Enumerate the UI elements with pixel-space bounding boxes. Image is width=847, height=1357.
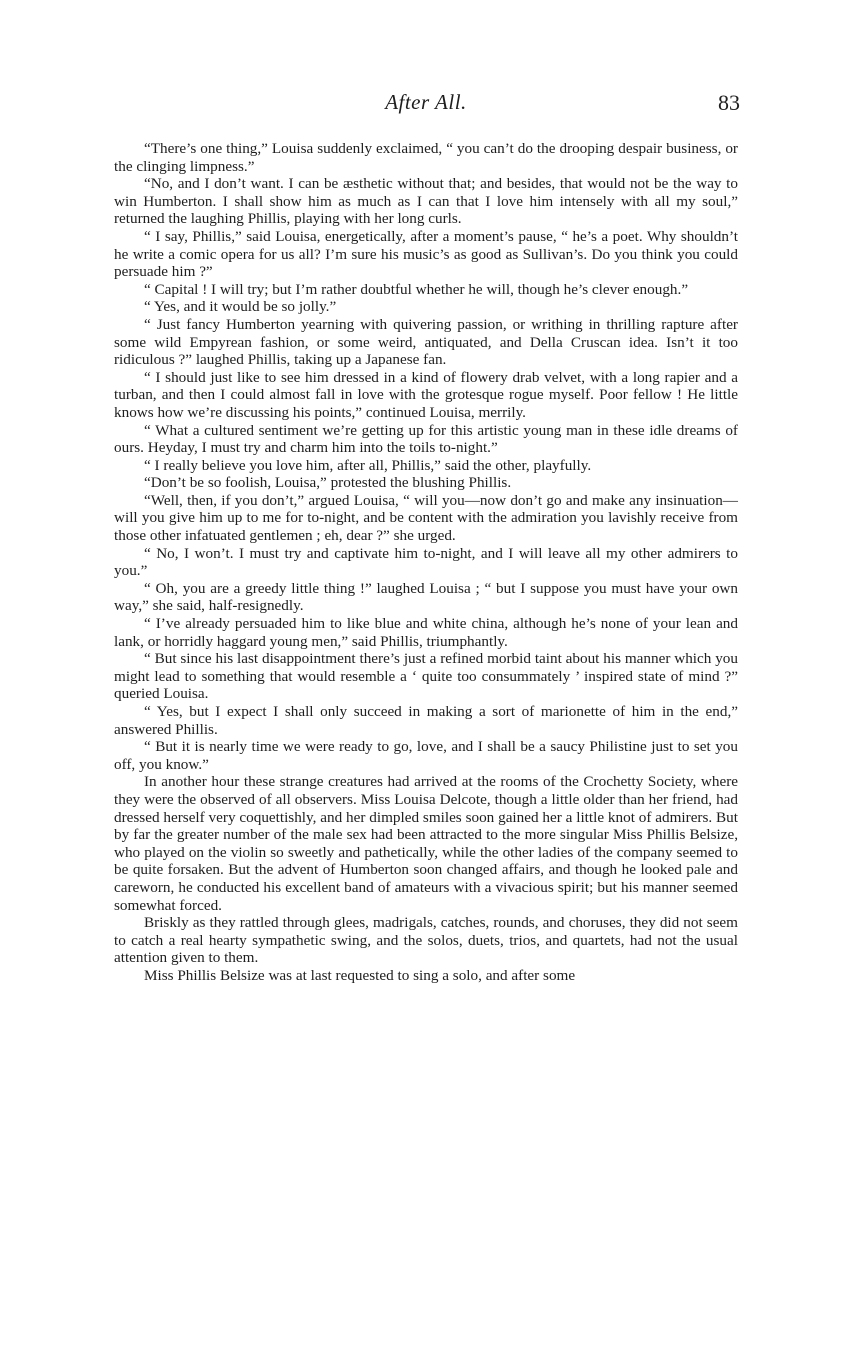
running-head [112, 90, 740, 120]
paragraph: “ I say, Phillis,” said Louisa, energetically, after a moment’s pause, “ he’s a poet. Why shouldn’t he write a comic opera for us all? I’m sure his music’s as good as Sullivan’s. Do you think you could persuade him ?” [114, 227, 738, 281]
body-text [114, 140, 738, 985]
paragraph: “Don’t be so foolish, Louisa,” protested the blushing Phillis. [144, 474, 512, 492]
paragraph: Miss Phillis Belsize was at last requested to sing a solo, and after some [144, 966, 576, 984]
paragraph: In another hour these strange creatures had arrived at the rooms of the Crochetty Society, where they were the observed of all observers. Miss Louisa Delcote, though a little older than her friend, had dressed herself very coquettishly, and her dimpled smiles soon gained her a little knot of admirers. But by far the greater number of the male sex had been attracted to the more singular Miss Phillis Belsize, who played on the violin so sweetly and pathetically, while the other ladies of the company seemed to be quite forsaken. But the advent of Humberton soon changed affairs, and though he looked pale and careworn, he conducted his excellent band of amateurs with a vivacious spirit; but his manner seemed somewhat forced. [114, 773, 738, 914]
paragraph: “ Capital ! I will try; but I’m rather doubtful whether he will, though he’s clever enough.” [144, 280, 689, 298]
paragraph: “Well, then, if you don’t,” argued Louisa, “ will you—now don’t go and make any insinuation—will you give him up to me for to-night, and be content with the admiration you lavishly receive from those other infatuated gentlemen ; eh, dear ?” she urged. [114, 491, 738, 545]
paragraph: “ I really believe you love him, after all, Phillis,” said the other, playfully. [144, 456, 592, 474]
paragraph: “ What a cultured sentiment we’re getting up for this artistic young man in these idle dreams of ours. Heyday, I must try and charm him into the toils to-night.” [114, 421, 738, 457]
paragraph: Briskly as they rattled through glees, madrigals, catches, rounds, and choruses, they did not seem to catch a real hearty sympathetic swing, and the solos, duets, trios, and quartets, had not the usual attention given to them. [114, 914, 738, 967]
paragraph: “ But since his last disappointment there’s just a refined morbid taint about his manner which you might lead to something that would resemble a ‘ quite too consummately ’ inspired state of mind ?” queried Louisa. [114, 650, 738, 703]
paragraph: “ Yes, and it would be so jolly.” [144, 298, 337, 316]
paragraph: “ I’ve already persuaded him to like blue and white china, although he’s none of your lean and lank, or horridly haggard young men,” said Phillis, triumphantly. [114, 615, 738, 650]
running-title: After All. [385, 90, 467, 114]
page-number: 83 [718, 90, 740, 115]
paragraph: “ I should just like to see him dressed in a kind of flowery drab velvet, with a long rapier and a turban, and then I could almost fall in love with the grotesque rogue myself. Poor fellow ! He little knows how we’re discussing his points,” continued Louisa, merrily. [114, 368, 738, 421]
paragraph: “ Oh, you are a greedy little thing !” laughed Louisa ; “ but I suppose you must have your own way,” she said, half-resignedly. [114, 579, 738, 615]
paragraph: “There’s one thing,” Louisa suddenly exclaimed, “ you can’t do the drooping despair business, or the clinging limpness.” [114, 140, 738, 175]
paragraph: “ No, I won’t. I must try and captivate him to-night, and I will leave all my other admirers to you.” [114, 544, 738, 580]
paragraph: “ Just fancy Humberton yearning with quivering passion, or writhing in thrilling rapture after some wild Empyrean fashion, or some weird, antiquated, and Della Cruscan idea. Isn’t it too ridiculous ?” laughed Phillis, taking up a Japanese fan. [114, 315, 738, 369]
paragraph: “ But it is nearly time we were ready to go, love, and I shall be a saucy Philistine just to set you off, you know.” [114, 738, 738, 773]
paragraph: “ Yes, but I expect I shall only succeed in making a sort of marionette of him in the end,” answered Phillis. [114, 703, 738, 738]
paragraph: “No, and I don’t want. I can be æsthetic without that; and besides, that would not be the way to win Humberton. I shall show him as much as I can that I love him intensely with all my soul,” returned the laughing Phillis, playing with her long curls. [114, 175, 738, 228]
